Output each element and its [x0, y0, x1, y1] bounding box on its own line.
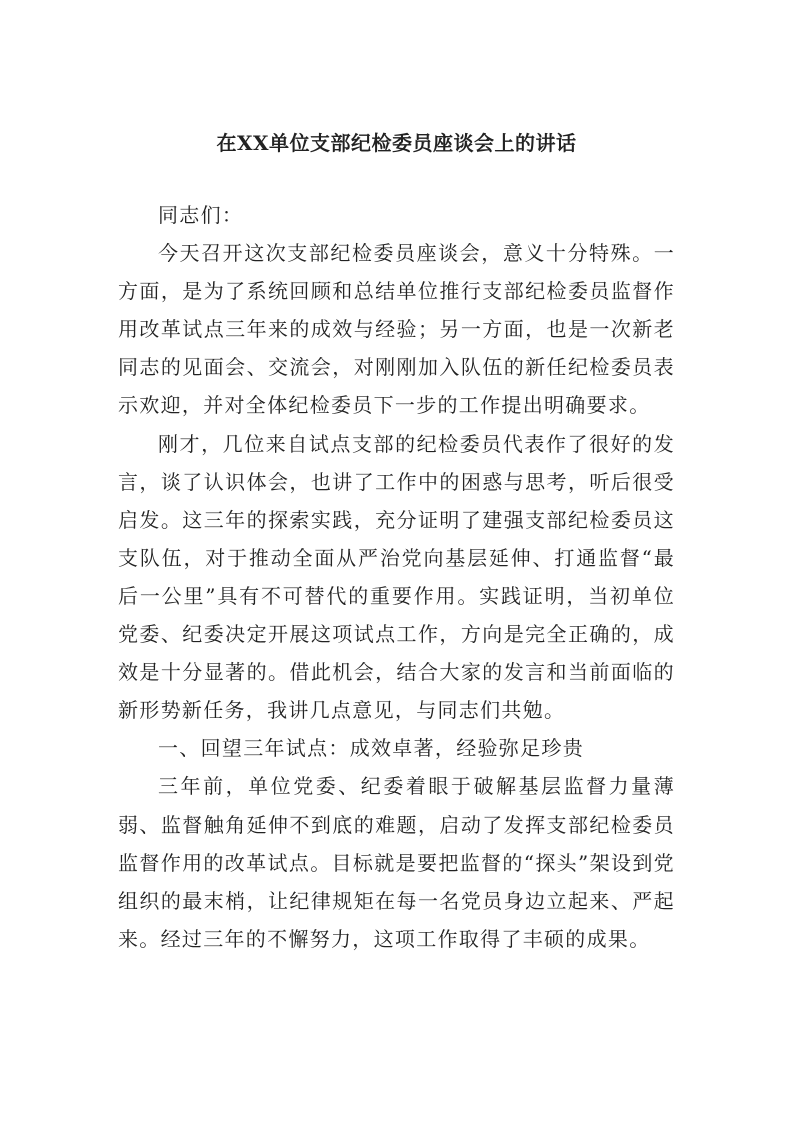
document-title: 在XX单位支部纪检委员座谈会上的讲话	[216, 131, 577, 155]
section-heading: 一、回望三年试点：成效卓著，经验弥足珍贵	[158, 736, 584, 761]
paragraph: 刚才，几位来自试点支部的纪检委员代表作了很好的发言，谈了认识体会，也讲了工作中的困惑与思考，听后很受启发。这三年的探索实践，充分证明了建强支部纪检委员这支队伍，对于推动全面从严治党向基层延伸、打通监督“最后一公里”具有不可替代的重要作用。实践证明，当初单位党委、纪委决定开展这项试点工作，方向是完全正确的，成效是十分显著的。借此机会，结合大家的发言和当前面临的新形势新任务，我讲几点意见，与同志们共勉。	[118, 431, 675, 723]
document-body	[118, 196, 675, 958]
paragraph: 三年前，单位党委、纪委着眼于破解基层监督力量薄弱、监督触角延伸不到底的难题，启动了发挥支部纪检委员监督作用的改革试点。目标就是要把监督的“探头”架设到党组织的最末梢，让纪律规矩在每一名党员身边立起来、严起来。经过三年的不懈努力，这项工作取得了丰硕的成果。	[118, 774, 675, 951]
paragraph-salutation: 同志们：	[158, 203, 244, 227]
paragraph: 今天召开这次支部纪检委员座谈会，意义十分特殊。一方面，是为了系统回顾和总结单位推行支部纪检委员监督作用改革试点三年来的成效与经验；另一方面，也是一次新老同志的见面会、交流会，对刚刚加入队伍的新任纪检委员表示欢迎，并对全体纪检委员下一步的工作提出明确要求。	[118, 241, 675, 418]
